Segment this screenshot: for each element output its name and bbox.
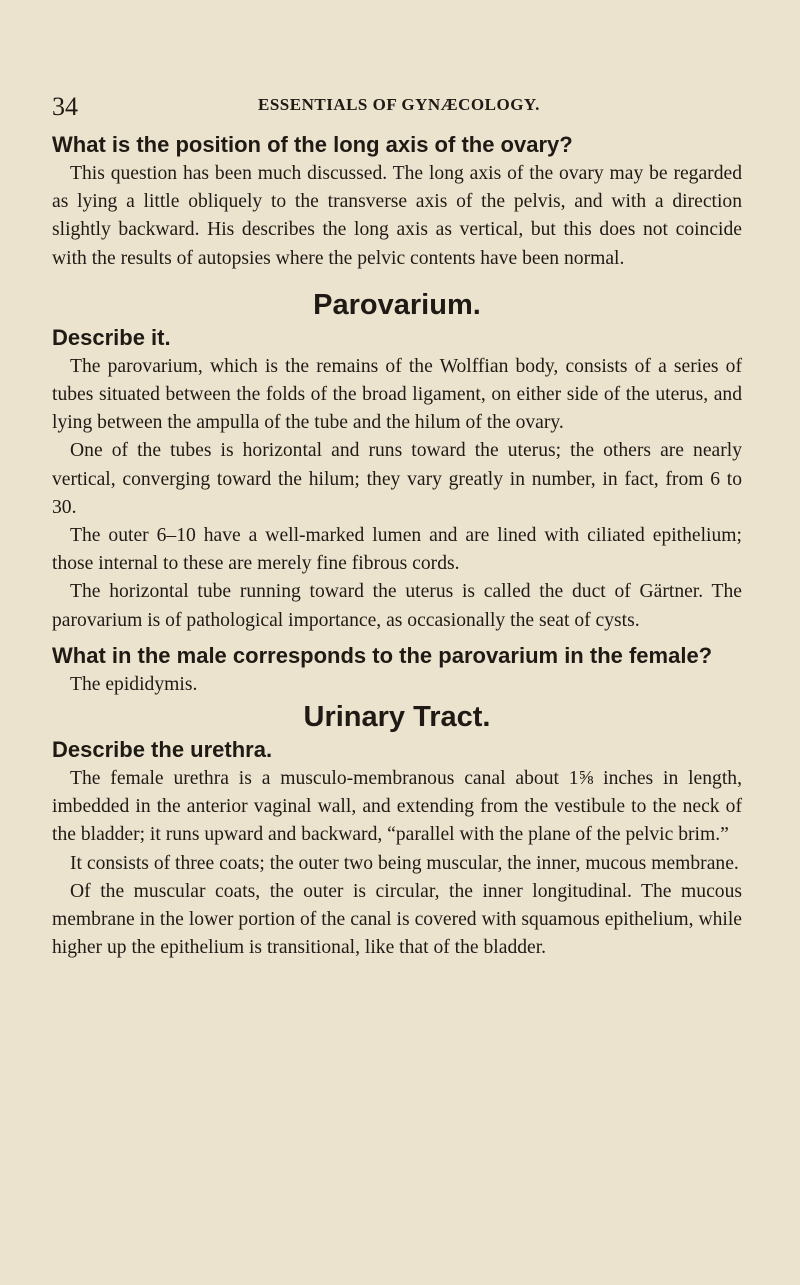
- paragraph-parovarium-duct: The horizontal tube running toward the uterus is called the duct of Gärtner. The parovarium is of pathological importance, as occasionally the seat of cysts.: [52, 581, 742, 631]
- paragraph-parovarium-structure: The parovarium, which is the remains of the Wolffian body, consists of a series of tubes situated between the folds of the broad ligament, on either side of the uterus, and lying between the ampulla of the tube and the hilum of the ovary.: [52, 355, 742, 434]
- answer-epididymis: The epididymis.: [70, 673, 198, 695]
- running-head: ESSENTIALS OF GYNÆCOLOGY.: [258, 95, 540, 114]
- paragraph-urethra-canal: The female urethra is a musculo-membranous canal about 1⅝ inches in length, imbedded in the anterior vaginal wall, and extending from the vestibule to the neck of the bladder; it runs upward and backward, “parallel with the plane of the pelvic brim.”: [52, 768, 742, 846]
- paragraph-urethra-coats: It consists of three coats; the outer two being muscular, the inner, mucous membrane.: [70, 852, 739, 874]
- page-number: 34: [52, 92, 78, 121]
- paragraph-parovarium-lumen: The outer 6–10 have a well-marked lumen and are lined with ciliated epithelium; those internal to these are merely fine fibrous cords.: [52, 525, 742, 575]
- question-describe-parovarium: Describe it.: [52, 324, 171, 350]
- question-ovary-axis: What is the position of the long axis of the ovary?: [52, 132, 573, 157]
- question-describe-urethra: Describe the urethra.: [52, 737, 273, 763]
- page-body: [52, 130, 742, 962]
- section-heading-parovarium: Parovarium.: [313, 288, 481, 321]
- question-male-equivalent: What in the male corresponds to the parovarium in the female?: [52, 642, 713, 668]
- paragraph-parovarium-tubes: One of the tubes is horizontal and runs toward the uterus; the others are nearly vertical, converging toward the hilum; they vary greatly in number, in fact, from 6 to 30.: [52, 440, 742, 518]
- answer-ovary-axis: This question has been much discussed. The long axis of the ovary may be regarded as lying a little obliquely to the transverse axis of the pelvis, and with a direction slightly backward. His describes the long axis as vertical, but this does not coincide with the results of autopsies where the pelvic contents have been normal.: [52, 163, 742, 269]
- section-heading-urinary-tract: Urinary Tract.: [303, 701, 491, 734]
- paragraph-urethra-mucous: Of the muscular coats, the outer is circular, the inner longitudinal. The mucous membrane in the lower portion of the canal is covered with squamous epithelium, while higher up the epithelium is transitional, like that of the bladder.: [52, 880, 742, 959]
- page-header: [52, 92, 760, 121]
